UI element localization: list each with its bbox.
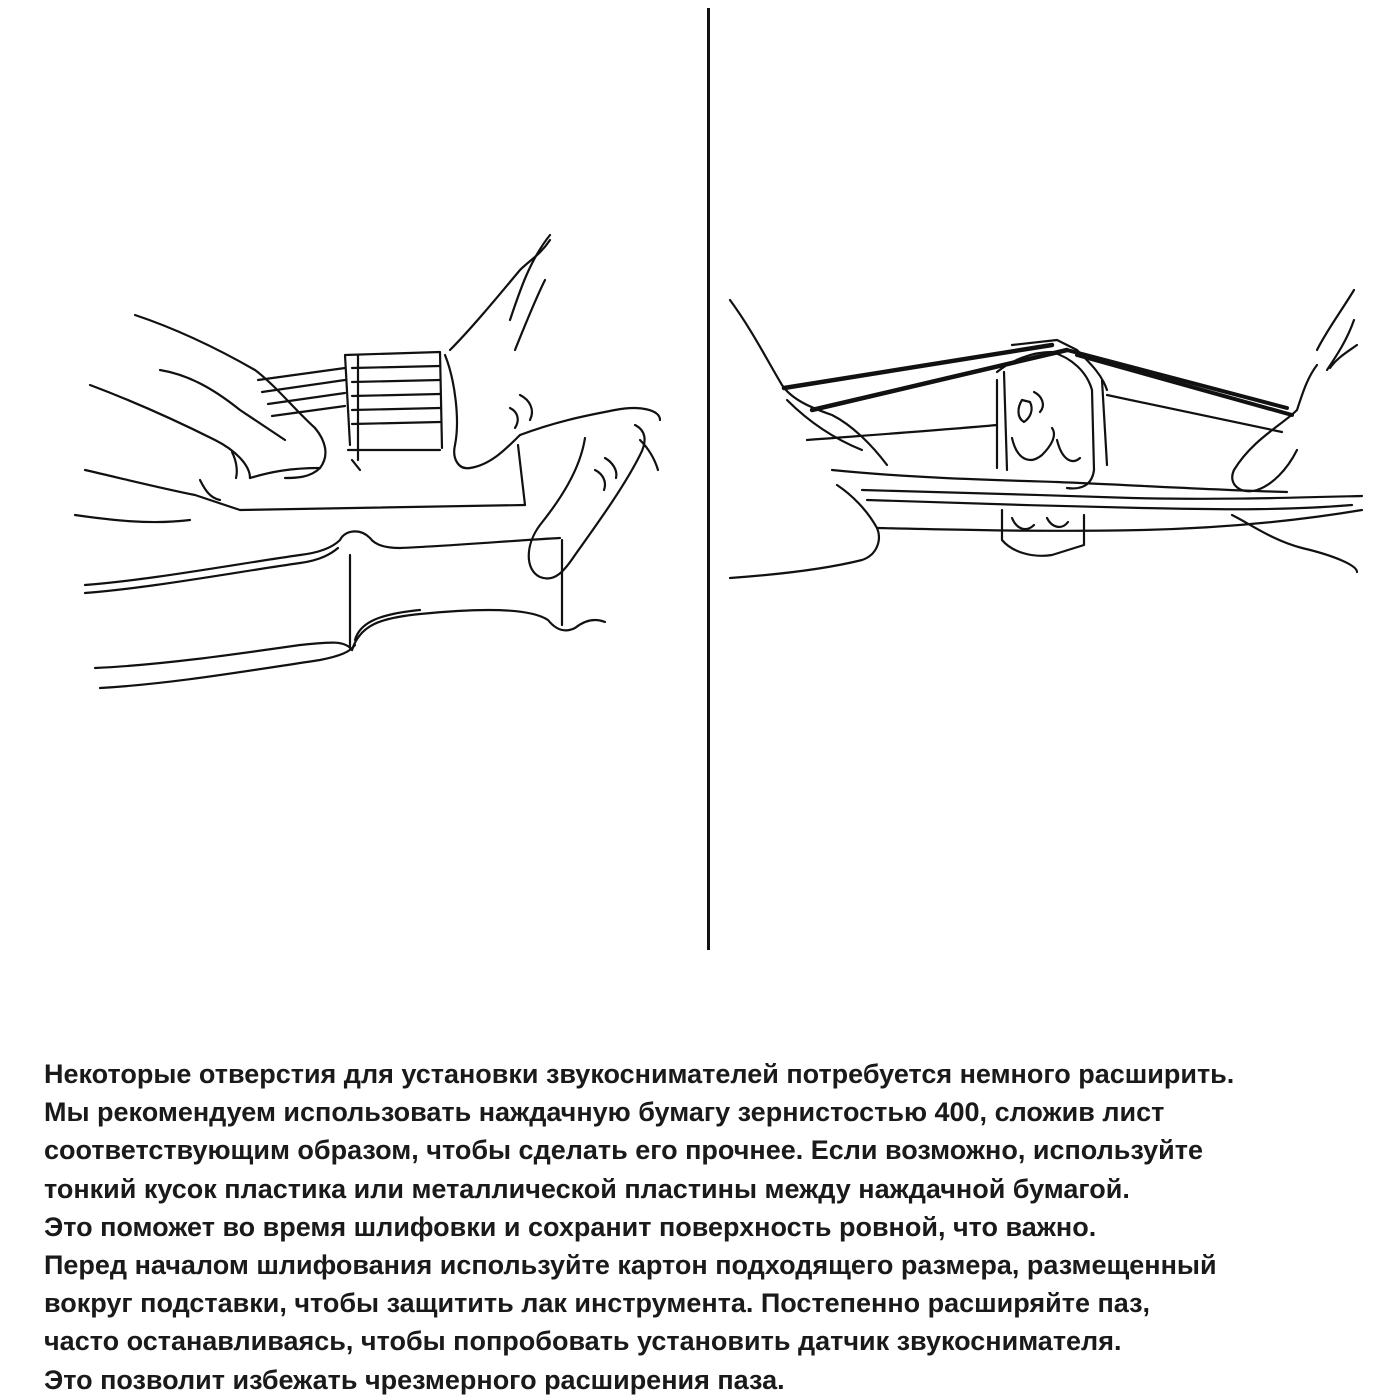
instruction-line: тонкий кусок пластика или металлической пластины между наждачной бумагой. bbox=[44, 1173, 1130, 1204]
left-illustration bbox=[0, 0, 705, 1000]
instruction-line: Перед началом шлифования используйте картон подходящего размера, размещенный bbox=[44, 1250, 1217, 1281]
instruction-line: Это позволит избежать чрезмерного расширения паза. bbox=[44, 1364, 785, 1395]
instruction-line: соответствующим образом, чтобы сделать его прочнее. Если возможно, используйте bbox=[44, 1135, 1203, 1166]
bridge-with-protective-card-icon bbox=[712, 0, 1400, 1000]
instruction-line: Некоторые отверстия для установки звукоснимателей потребуется немного расширить. bbox=[44, 1059, 1235, 1089]
instruction-line: часто останавливаясь, чтобы попробовать установить датчик звукоснимателя. bbox=[44, 1326, 1122, 1357]
instructions-text bbox=[44, 1055, 1374, 1399]
instruction-line: Это поможет во время шлифовки и сохранит поверхность ровной, что важно. bbox=[44, 1211, 1097, 1242]
right-illustration bbox=[712, 0, 1400, 1000]
hands-sanding-bridge-slot-icon bbox=[0, 0, 705, 1000]
vertical-divider bbox=[707, 8, 710, 950]
instruction-line: вокруг подставки, чтобы защитить лак инструмента. Постепенно расширяйте паз, bbox=[44, 1288, 1151, 1319]
instruction-line: Мы рекомендуем использовать наждачную бумагу зернистостью 400, сложив лист bbox=[44, 1097, 1165, 1128]
